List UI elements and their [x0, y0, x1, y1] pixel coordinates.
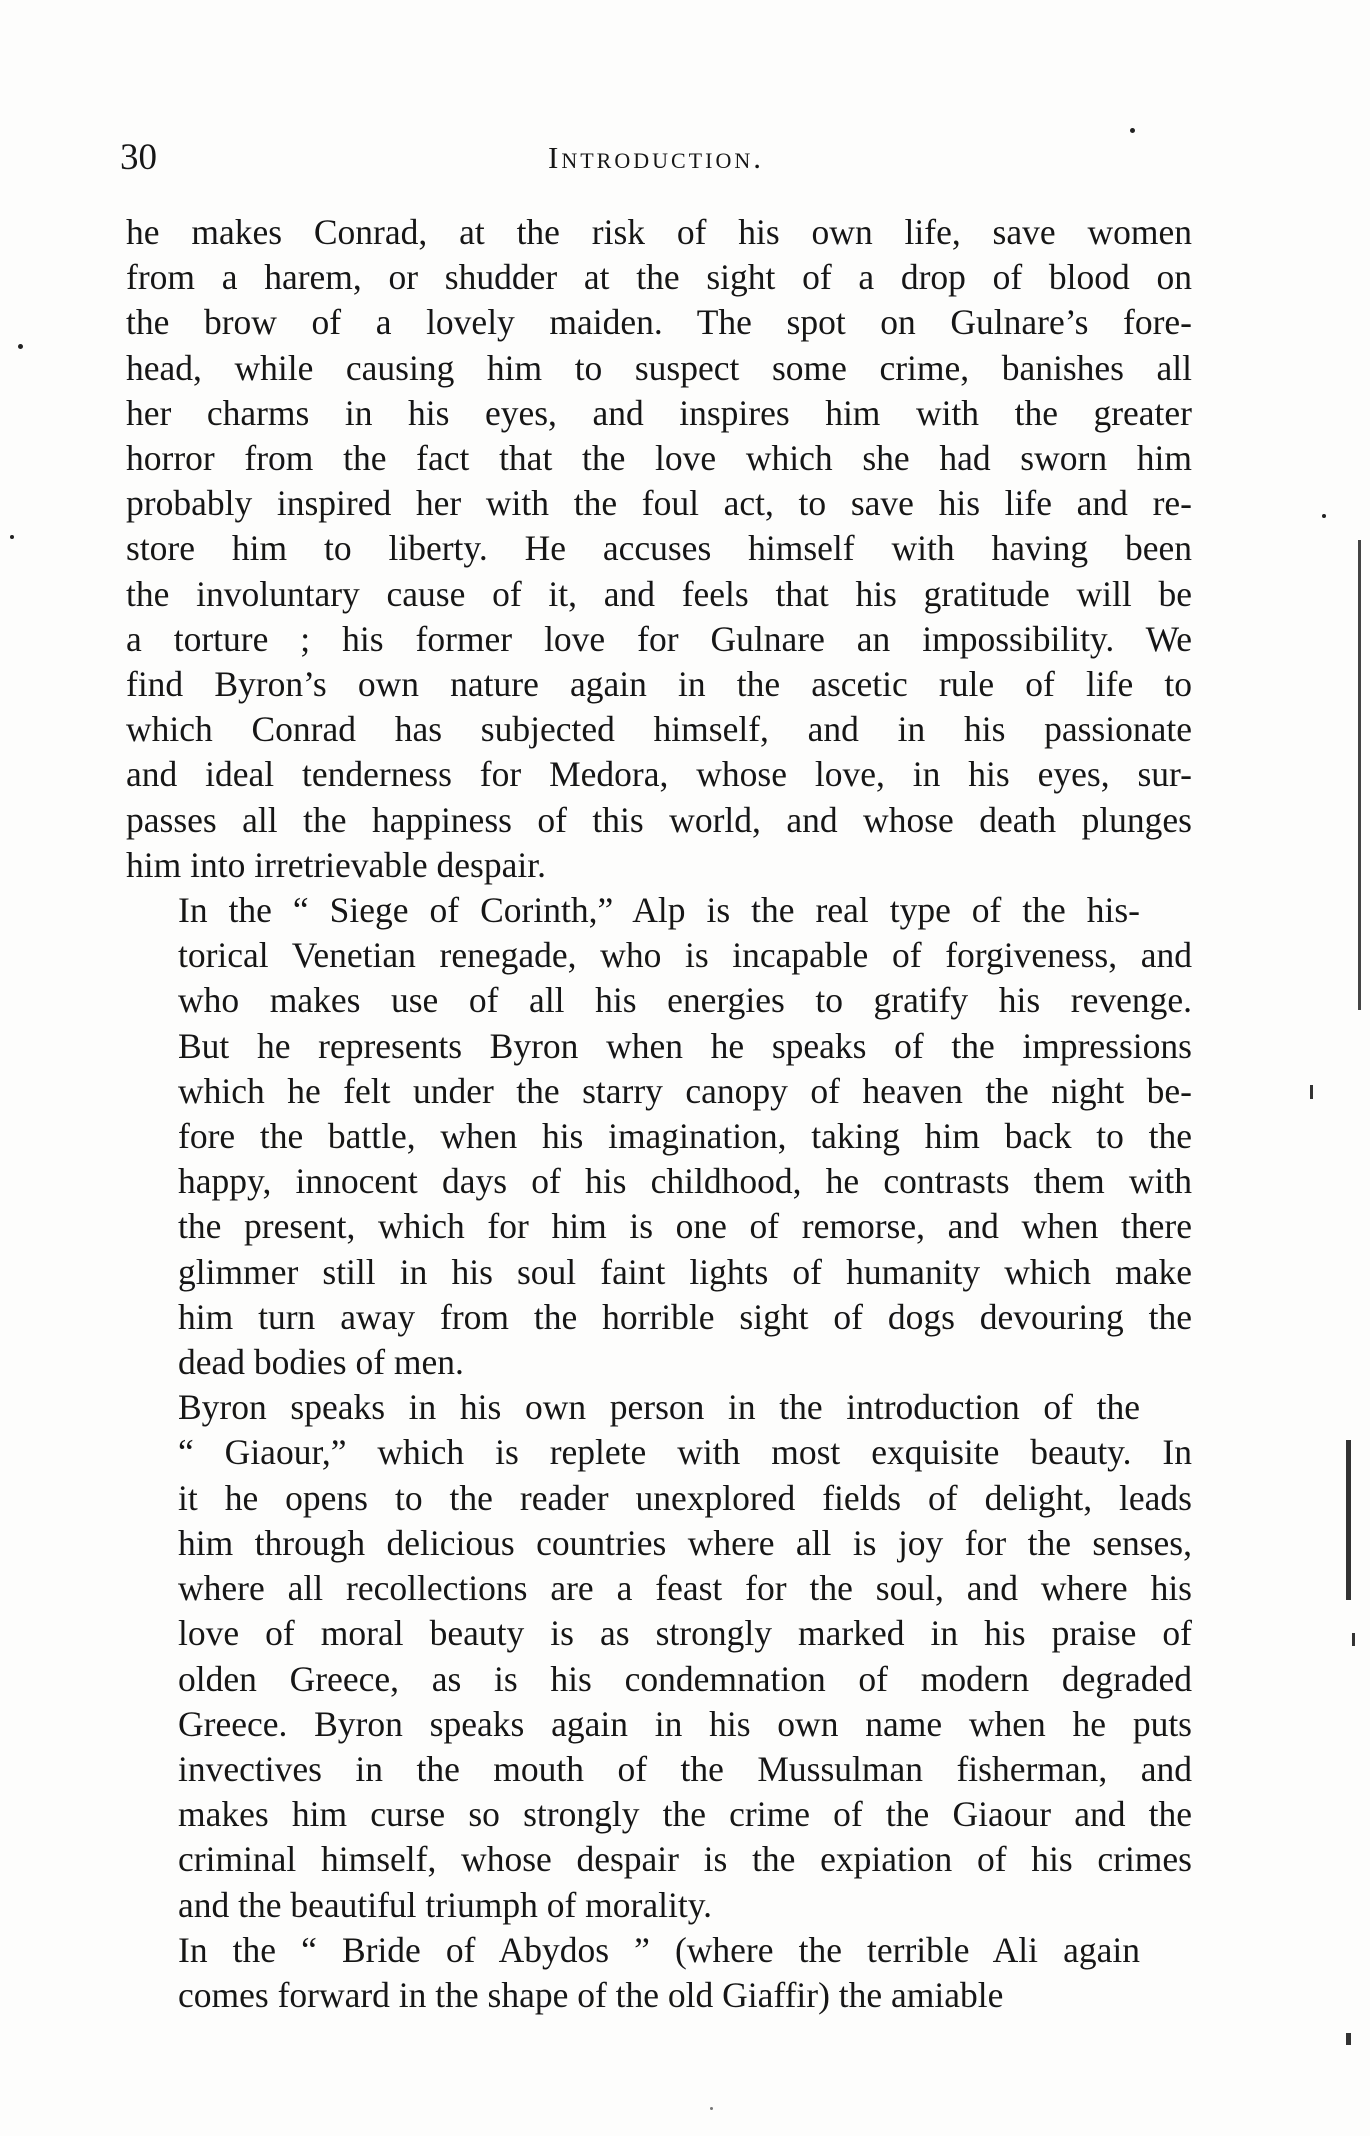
scan-speck	[1130, 128, 1135, 133]
text-line: torical Venetian renegade, who is incapable of forgiveness, and	[178, 935, 1192, 976]
text-line: horror from the fact that the love which she had sworn him	[126, 438, 1192, 479]
page-number: 30	[120, 137, 157, 178]
text-line: passes all the happiness of this world, and whose death plunges	[126, 799, 1192, 840]
text-line: olden Greece, as is his condemnation of modern degraded	[178, 1658, 1192, 1699]
margin-line	[1310, 1085, 1313, 1099]
margin-line	[1358, 540, 1361, 1010]
paragraph	[126, 888, 1192, 1385]
text-line: which he felt under the starry canopy of heaven the night be-	[178, 1070, 1192, 1111]
text-line: which Conrad has subjected himself, and in his passionate	[126, 709, 1192, 750]
scan-speck	[18, 344, 23, 349]
text-line: “ Giaour,” which is replete with most exquisite beauty. In	[178, 1432, 1192, 1473]
text-line: it he opens to the reader unexplored fields of delight, leads	[178, 1477, 1192, 1518]
text-line: the involuntary cause of it, and feels that his gratitude will be	[126, 573, 1192, 614]
text-line: comes forward in the shape of the old Giaffir) the amiable	[178, 1974, 1004, 2015]
text-line: But he represents Byron when he speaks of the impressions	[178, 1025, 1192, 1066]
text-line: happy, innocent days of his childhood, he contrasts them with	[178, 1161, 1192, 1202]
text-line: the brow of a lovely maiden. The spot on Gulnare’s fore-	[126, 302, 1192, 343]
text-line: love of moral beauty is as strongly marked in his praise of	[178, 1613, 1192, 1654]
running-title: Introduction.	[548, 140, 764, 175]
text-line: from a harem, or shudder at the sight of a drop of blood on	[126, 257, 1192, 298]
text-line: who makes use of all his energies to gratify his revenge.	[178, 980, 1192, 1021]
paragraph	[126, 1928, 1192, 2018]
margin-line	[1346, 2033, 1351, 2045]
text-line: Byron speaks in his own person in the introduction of the	[178, 1387, 1140, 1428]
text-line: head, while causing him to suspect some crime, banishes all	[126, 347, 1192, 388]
margin-line	[1352, 1633, 1355, 1646]
body-text	[126, 210, 1192, 2018]
text-line: makes him curse so strongly the crime of the Giaour and the	[178, 1794, 1192, 1835]
text-line: him into irretrievable despair.	[126, 844, 546, 885]
text-line: criminal himself, whose despair is the expiation of his crimes	[178, 1839, 1192, 1880]
text-line: he makes Conrad, at the risk of his own life, save women	[126, 212, 1192, 252]
text-line: invectives in the mouth of the Mussulman fisherman, and	[178, 1748, 1192, 1789]
scan-speck	[1322, 514, 1326, 518]
scan-speck	[710, 2107, 713, 2110]
text-line: a torture ; his former love for Gulnare an impossibility. We	[126, 618, 1192, 659]
text-line: where all recollections are a feast for the soul, and where his	[178, 1568, 1192, 1609]
text-line: him turn away from the horrible sight of dogs devouring the	[178, 1296, 1192, 1337]
paragraph	[126, 210, 1192, 888]
text-line: glimmer still in his soul faint lights of humanity which make	[178, 1251, 1192, 1292]
text-line: probably inspired her with the foul act, to save his life and re-	[126, 483, 1192, 524]
text-line: store him to liberty. He accuses himself with having been	[126, 528, 1192, 569]
text-line: her charms in his eyes, and inspires him with the greater	[126, 392, 1192, 433]
text-line: him through delicious countries where all is joy for the senses,	[178, 1522, 1192, 1563]
text-line: dead bodies of men.	[178, 1342, 464, 1383]
text-line: Greece. Byron speaks again in his own name when he puts	[178, 1703, 1192, 1744]
paragraph	[126, 1385, 1192, 1927]
text-line: fore the battle, when his imagination, taking him back to the	[178, 1116, 1192, 1157]
running-head	[120, 128, 1192, 188]
text-line: find Byron’s own nature again in the ascetic rule of life to	[126, 664, 1192, 705]
text-line: and ideal tenderness for Medora, whose love, in his eyes, sur-	[126, 754, 1192, 795]
text-line: In the “ Siege of Corinth,” Alp is the real type of the his-	[178, 890, 1140, 931]
text-line: In the “ Bride of Abydos ” (where the terrible Ali again	[178, 1929, 1140, 1970]
margin-line	[1346, 1440, 1351, 1600]
text-line: and the beautiful triumph of morality.	[178, 1884, 713, 1925]
scan-speck	[10, 535, 14, 539]
text-line: the present, which for him is one of remorse, and when there	[178, 1206, 1192, 1247]
